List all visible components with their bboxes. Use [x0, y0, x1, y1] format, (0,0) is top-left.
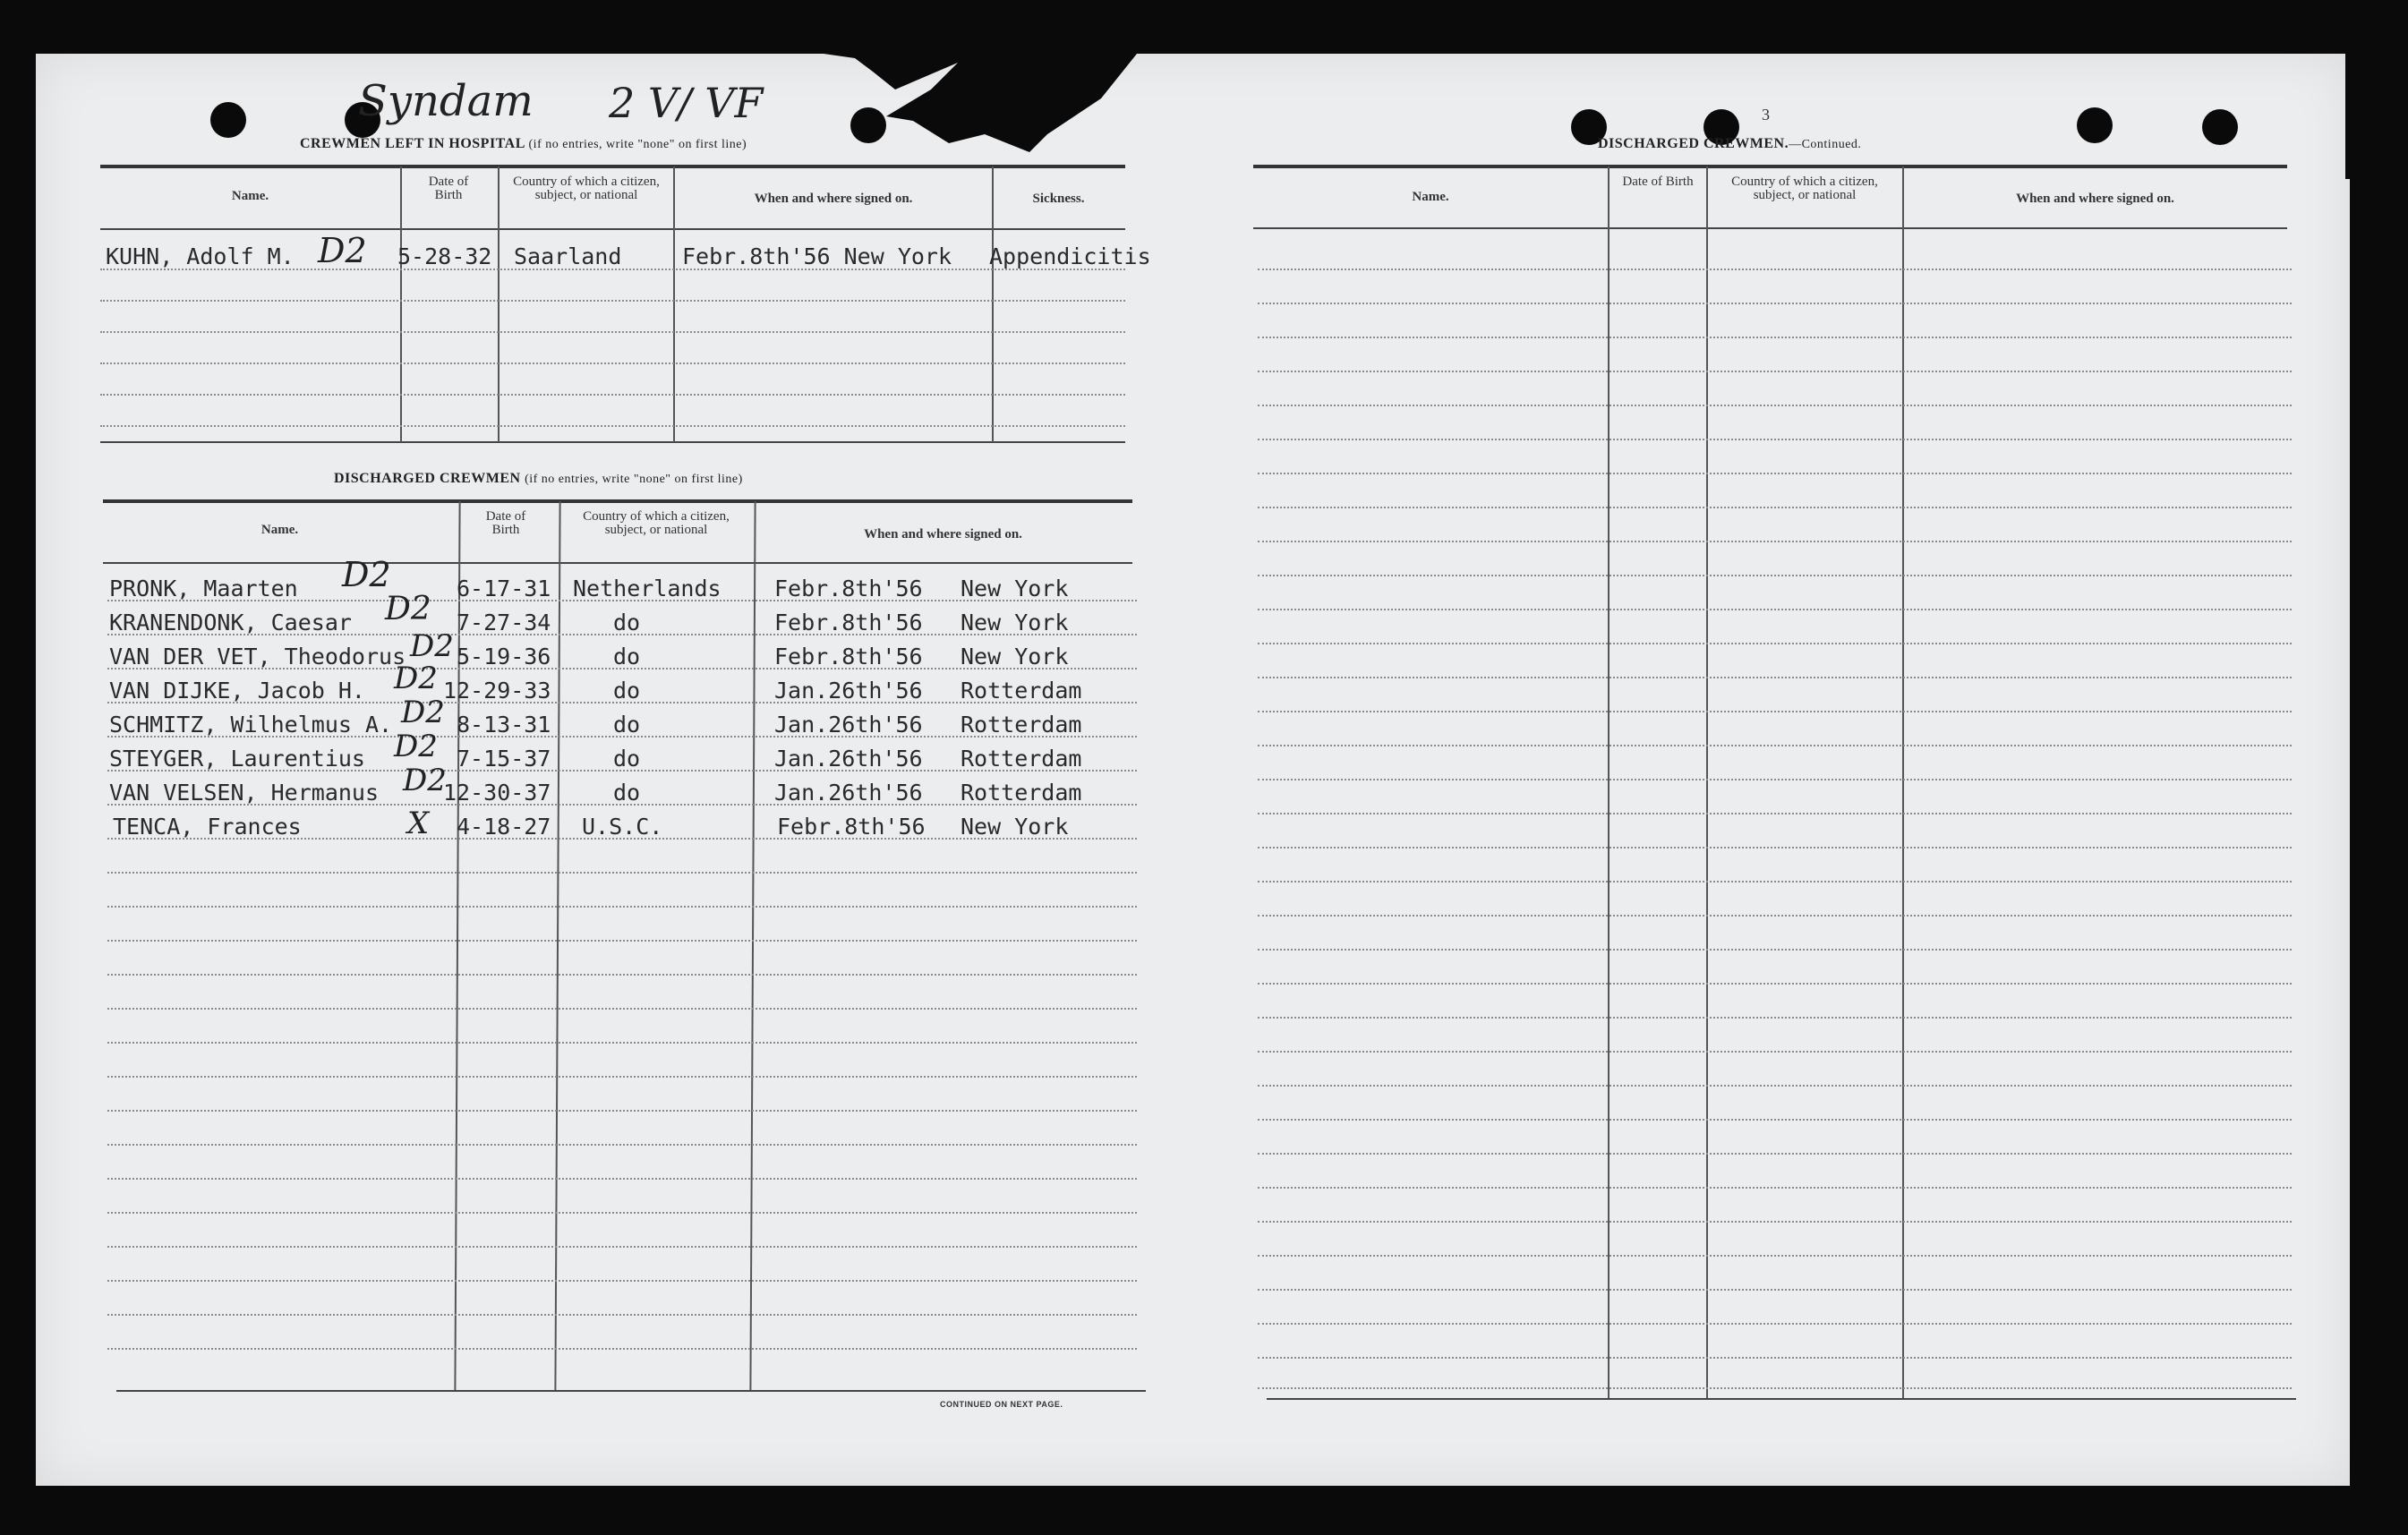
crew-signed-date: Jan.26th'56 [774, 746, 923, 772]
crew-country: do [613, 644, 641, 669]
crew-country: do [613, 678, 641, 704]
hospital-header-name: Name. [231, 189, 269, 203]
crew-signed-place: Rotterdam [961, 712, 1082, 738]
crew-mark: D2 [403, 763, 447, 798]
crew-signed: Febr.8th'56 New York [682, 243, 952, 269]
crew-name: KUHN, Adolf M. [106, 243, 295, 269]
ship-name-handwriting: Syndam [358, 76, 534, 126]
crew-mark: D2 [385, 591, 431, 627]
discharged-header-name: Name. [260, 523, 299, 537]
discharged-header-country: Country of which a citizen, subject, or national [583, 509, 730, 537]
continued-header-country: Country of which a citizen, subject, or national [1731, 175, 1878, 202]
crew-dob: 7-27-34 [457, 610, 551, 635]
crew-country: do [613, 746, 641, 772]
crew-name: VAN DIJKE, Jacob H. [109, 678, 365, 704]
crew-signed-date: Jan.26th'56 [774, 712, 923, 738]
crew-dob: 4-18-27 [457, 814, 551, 840]
crew-dob: 8-13-31 [457, 712, 551, 738]
crew-dob: 7-15-37 [457, 746, 551, 772]
continued-header-name: Name. [1412, 190, 1449, 204]
crew-signed-date: Febr.8th'56 [774, 610, 923, 635]
crew-signed-date: Jan.26th'56 [774, 780, 923, 806]
crew-signed-date: Febr.8th'56 [774, 644, 923, 669]
crew-country: do [613, 780, 641, 806]
page-number: 3 [1762, 106, 1770, 124]
crew-signed-place: Rotterdam [961, 746, 1082, 772]
discharged-header-signed: When and where signed on. [864, 527, 1022, 542]
crew-signed-place: Rotterdam [961, 678, 1082, 704]
crew-country: do [613, 712, 641, 738]
crew-signed-date: Febr.8th'56 [777, 814, 926, 840]
continued-header-dob: Date of Birth [1622, 175, 1694, 189]
continued-header-signed: When and where signed on. [2016, 192, 2174, 206]
hospital-header-sickness: Sickness. [1032, 192, 1085, 206]
crew-dob: 12-30-37 [443, 780, 551, 806]
discharged-header-dob: Date of Birth [485, 509, 526, 537]
crew-dob: 5-19-36 [457, 644, 551, 669]
crew-mark: D2 [410, 628, 454, 664]
crew-name: STEYGER, Laurentius [109, 746, 365, 772]
crew-signed-date: Febr.8th'56 [774, 576, 923, 601]
crew-signed-place: Rotterdam [961, 780, 1082, 806]
crew-signed-place: New York [961, 644, 1069, 669]
page-mark-handwriting: 2 V/ VF [609, 79, 764, 127]
crew-name: KRANENDONK, Caesar [109, 610, 352, 635]
crew-name: VAN VELSEN, Hermanus [109, 780, 380, 806]
discharged-continued-title: DISCHARGED CREWMEN.—Continued. [1598, 136, 1862, 151]
crew-mark: D2 [342, 555, 391, 594]
crew-name: TENCA, Frances [113, 814, 302, 840]
crew-signed-place: New York [961, 610, 1069, 635]
crew-country: do [613, 610, 641, 635]
hospital-section-title: CREWMEN LEFT IN HOSPITAL (if no entries, write "none" on first line) [300, 136, 747, 151]
crew-mark: D2 [318, 231, 367, 270]
crew-sickness: Appendicitis [989, 243, 1151, 269]
hospital-header-dob: Date of Birth [428, 175, 469, 202]
crew-signed-place: New York [961, 814, 1069, 840]
crew-country: U.S.C. [582, 814, 663, 840]
crew-name: SCHMITZ, Wilhelmus A. [109, 712, 393, 738]
crew-country: Netherlands [573, 576, 722, 601]
crew-country: Saarland [514, 243, 622, 269]
crew-signed-place: New York [961, 576, 1069, 601]
discharged-section-title: DISCHARGED CREWMEN (if no entries, write "none" on first line) [334, 471, 743, 486]
crew-mark: D2 [401, 695, 445, 730]
continued-note: CONTINUED ON NEXT PAGE. [940, 1400, 1063, 1409]
crew-dob: 6-17-31 [457, 576, 551, 601]
crew-name: VAN DER VET, Theodorus [109, 644, 406, 669]
crew-mark: X [407, 806, 430, 841]
crew-signed-date: Jan.26th'56 [774, 678, 923, 704]
crew-name: PRONK, Maarten [109, 576, 298, 601]
crew-dob: 5-28-32 [397, 243, 492, 269]
crew-dob: 12-29-33 [443, 678, 551, 704]
hospital-header-country: Country of which a citizen, subject, or national [513, 175, 660, 202]
crew-mark: D2 [394, 729, 438, 764]
crew-mark: D2 [394, 661, 438, 696]
hospital-header-signed: When and where signed on. [754, 192, 913, 206]
